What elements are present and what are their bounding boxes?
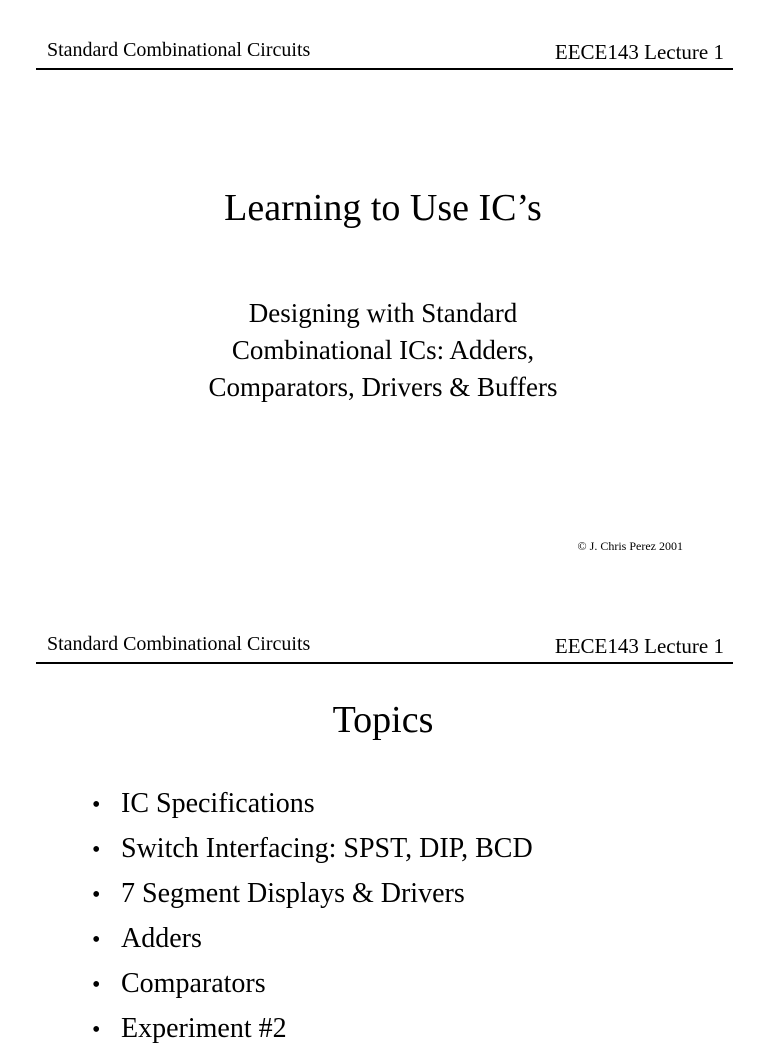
- header-course-topic: Standard Combinational Circuits: [47, 39, 311, 61]
- subtitle-line: Designing with Standard: [248, 298, 518, 328]
- header-lecture-id: EECE143 Lecture 1: [554, 40, 724, 64]
- slide-header: [36, 36, 733, 70]
- list-item: [92, 875, 533, 920]
- bullet-icon: •: [92, 882, 101, 908]
- list-item-label: Adders: [121, 923, 202, 954]
- list-item: [92, 785, 533, 830]
- copyright-notice: © J. Chris Perez 2001: [577, 539, 683, 553]
- slide-header: [36, 630, 733, 664]
- list-item-label: Switch Interfacing: SPST, DIP, BCD: [121, 833, 533, 864]
- bullet-icon: •: [92, 792, 101, 818]
- list-item-label: Comparators: [121, 968, 266, 999]
- slide-title: Learning to Use IC’s: [224, 187, 542, 229]
- list-item: [92, 920, 533, 965]
- list-item-label: Experiment #2: [121, 1013, 287, 1044]
- bullet-icon: •: [92, 837, 101, 863]
- topics-list: [92, 785, 533, 1055]
- bullet-icon: •: [92, 927, 101, 953]
- slide-title: Topics: [332, 699, 434, 741]
- header-lecture-id: EECE143 Lecture 1: [554, 634, 724, 658]
- bullet-icon: •: [92, 1017, 101, 1043]
- list-item: [92, 1010, 533, 1055]
- slide-2: [0, 600, 768, 1044]
- subtitle-line: Comparators, Drivers & Buffers: [208, 372, 558, 402]
- slide-subtitle: [0, 295, 766, 406]
- header-course-topic: Standard Combinational Circuits: [47, 633, 311, 655]
- list-item-label: IC Specifications: [121, 788, 315, 819]
- bullet-icon: •: [92, 972, 101, 998]
- list-item: [92, 965, 533, 1010]
- list-item: [92, 830, 533, 875]
- list-item-label: 7 Segment Displays & Drivers: [121, 878, 465, 909]
- subtitle-line: Combinational ICs: Adders,: [231, 335, 535, 365]
